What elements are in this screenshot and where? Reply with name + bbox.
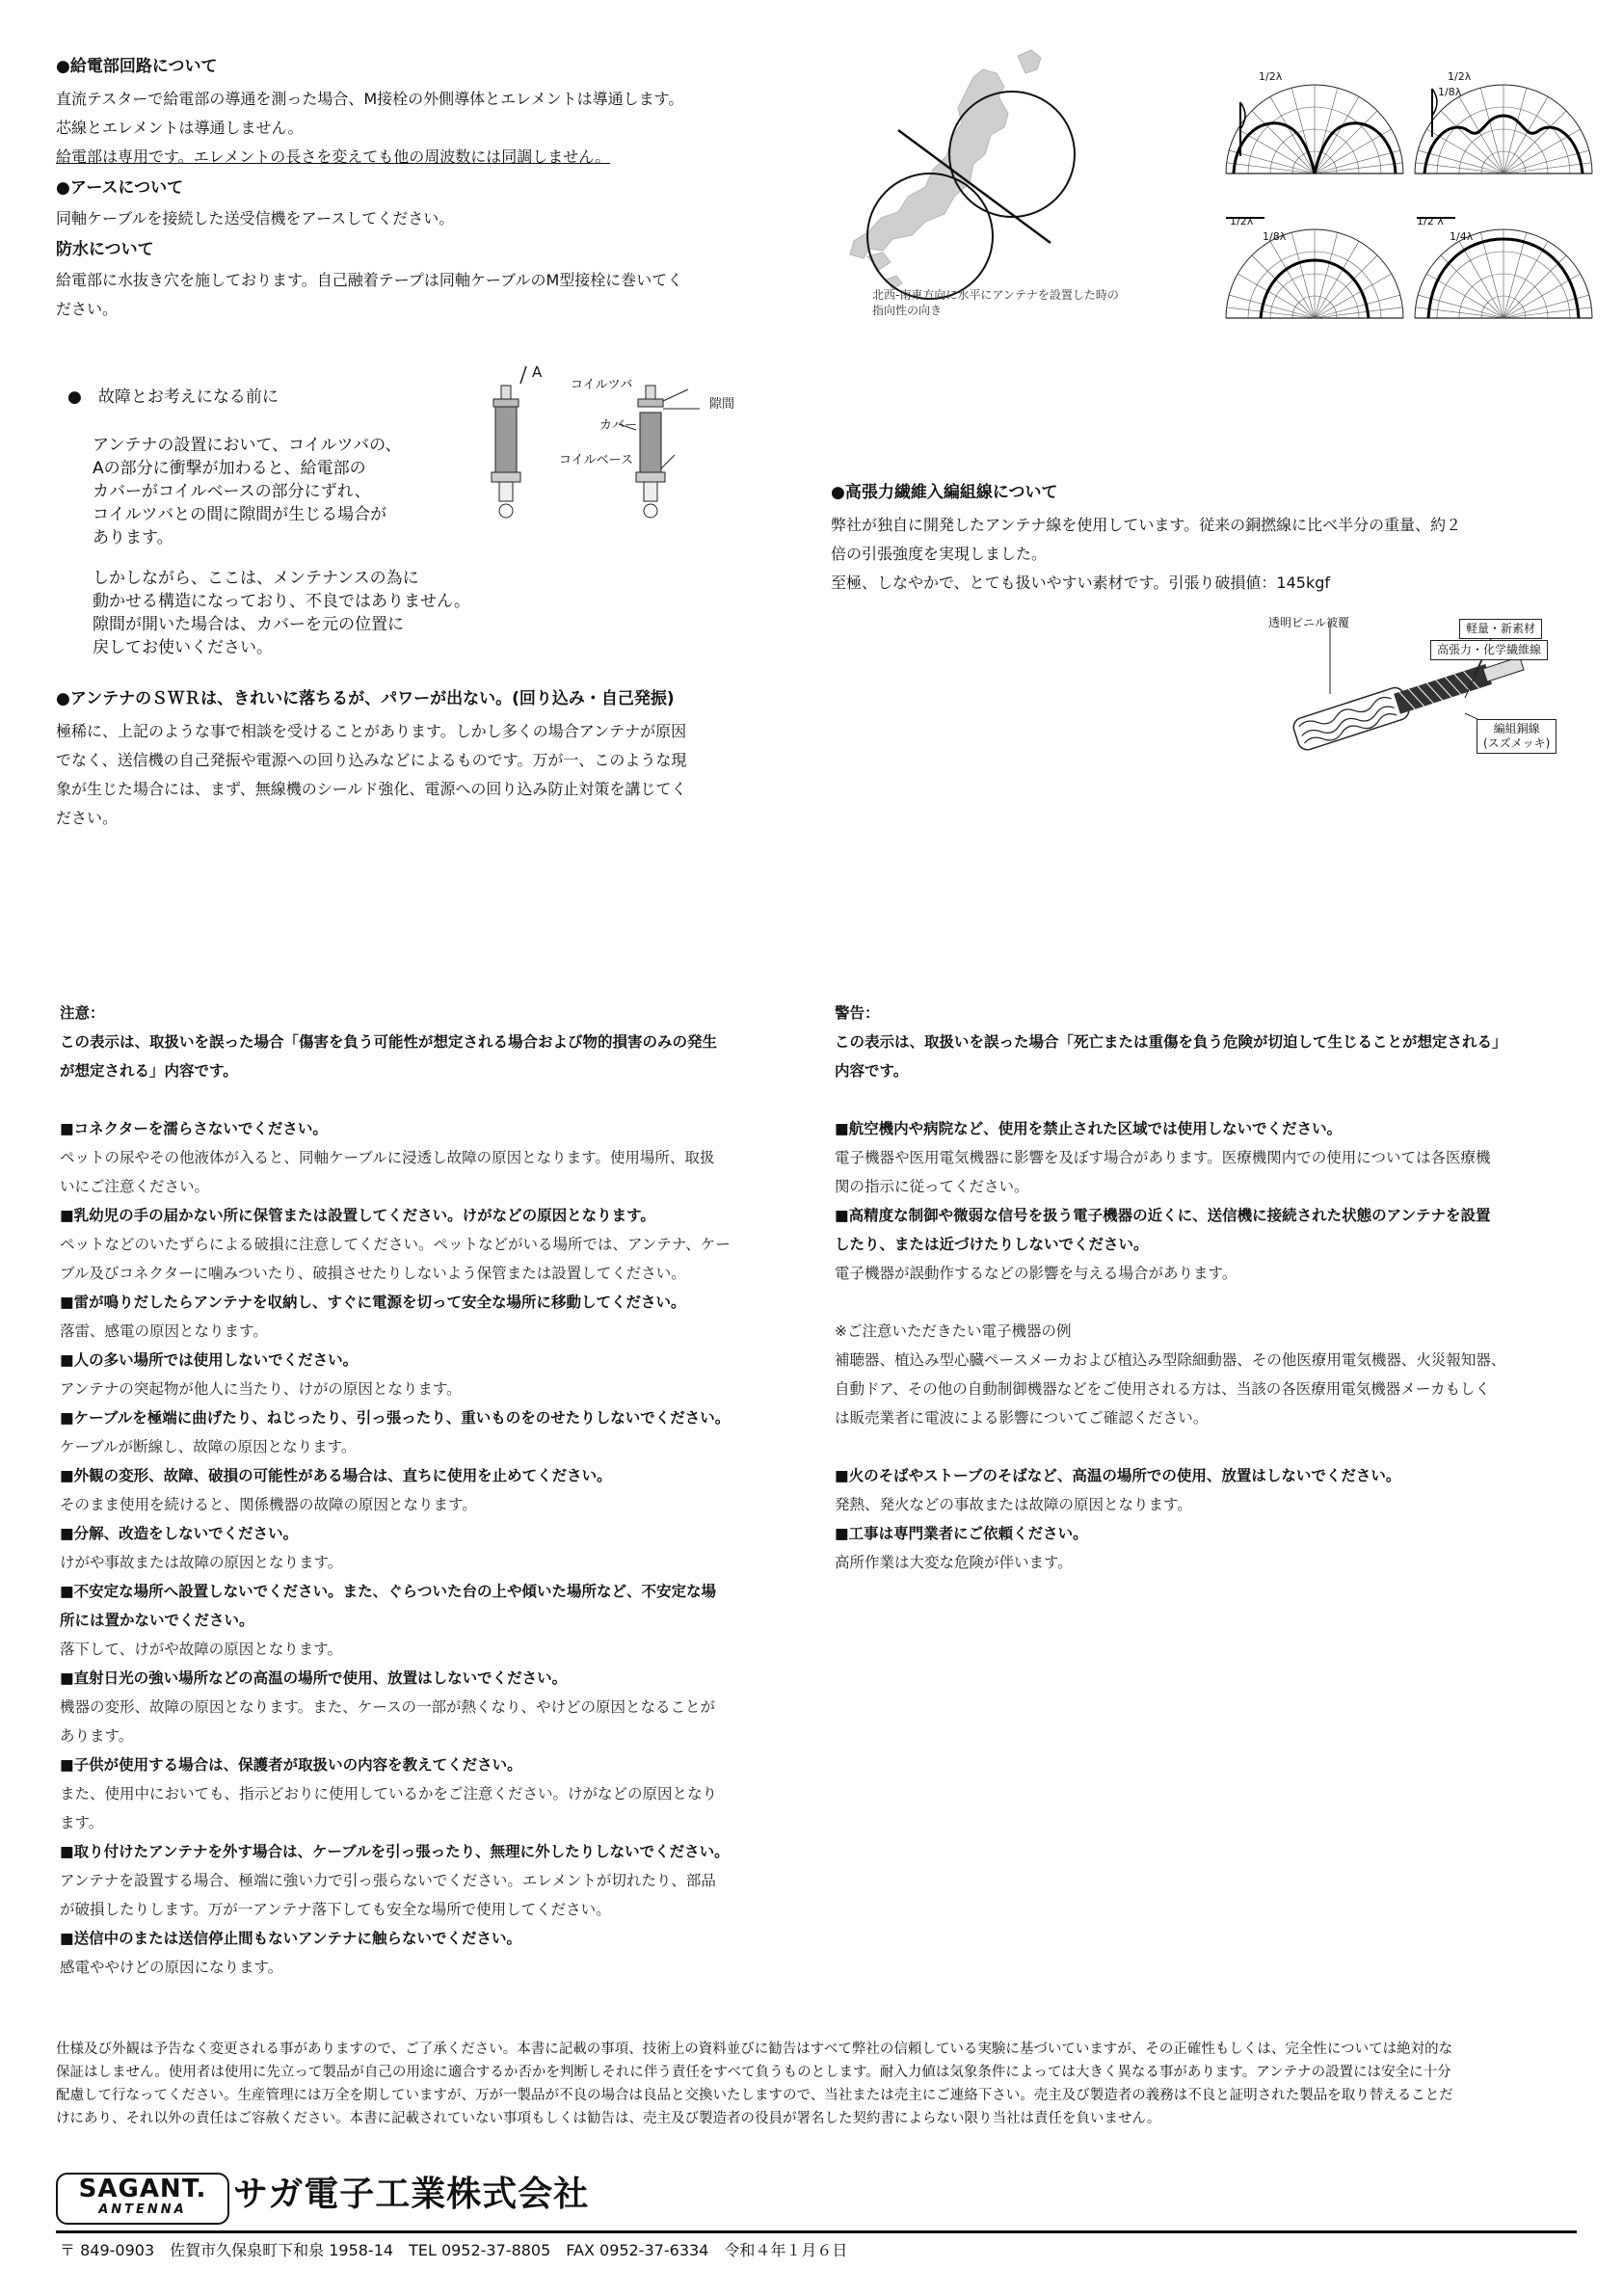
caution-item-heading: ■コネクターを濡らさないでください。 <box>60 1120 328 1137</box>
disclaimer-line: けにあり、それ以外の責任はご容赦ください。本書に記載されていない事項もしくは勧告は、売主及び製造者の役員が署名した契約書によらない限り当社は責任を負いません。 <box>56 2111 1161 2126</box>
caution-item-heading: ■人の多い場所では使用しないでください。 <box>60 1351 359 1369</box>
trouble-line-8: 隙間が開いた場合は、カバーを元の位置に <box>93 615 404 634</box>
waterproof-text-1: 給電部に水抜き穴を施しております。自己融着テープは同軸ケーブルのM型接栓に巻いてく <box>56 271 683 289</box>
logo-bottom-text: ANTENNA <box>98 2203 187 2217</box>
feed-text-3: 給電部は専用です。エレメントの長さを変えても他の周波数には同調しません。 <box>56 147 611 166</box>
earth-text: 同軸ケーブルを接続した送受信機をアースしてください。 <box>56 209 455 227</box>
disclaimer-line: 保証はしません。使用者は使用に先立って製品が自己の用途に適合するか否かを判断しそれに伴う責任をすべて負うものとします。耐入力値は気象条件によっては大きく異なる事があります。アンテナの設置には安全に十分 <box>56 2065 1451 2080</box>
wire-text-3: 至極、しなやかで、とても扱いやすい素材です。引張り破損値：145kgf <box>831 574 1330 592</box>
caution-section <box>60 999 821 1982</box>
trouble-title: ● 故障とお考えになる前に <box>67 387 279 407</box>
fig-label-cover: カバー <box>599 418 638 433</box>
swr-section <box>56 686 817 833</box>
disclaimer-line: 仕様及び外観は予告なく変更される事がありますので、ご了承ください。本書に記載の事項、技術上の資料並びに勧告はすべて弊社の信頼している実験に基づいていますが、その正確性もしくは、完全性については絶対的な <box>56 2042 1453 2057</box>
map-caption-line-1: 北西-南東方向に水平にアンテナを設置した時の <box>872 288 1119 302</box>
feed-text-1: 直流テスターで給電部の導通を測った場合、M接栓の外側導体とエレメントは導通します。 <box>56 90 684 108</box>
fig-label-a: A <box>532 363 543 381</box>
warning-item-text: 電子機器や医用電気機器に影響を及ぼす場合があります。医療機関内での使用については各医療機 <box>835 1149 1491 1166</box>
warning-item-heading: ■高精度な制御や微弱な信号を扱う電子機器の近くに、送信機に接続された状態のアンテナを設置 <box>835 1207 1491 1224</box>
warning-item-heading: ■工事は専門業者にご依頼ください。 <box>835 1525 1088 1542</box>
caution-item-heading: ■外観の変形、故障、破損の可能性がある場合は、直ちに使用を止めてください。 <box>60 1467 612 1484</box>
logo-top-text: SAGANT. <box>78 2175 207 2203</box>
warning-item-heading: したり、または近づけたりしないでください。 <box>835 1236 1149 1253</box>
footer-divider <box>56 2230 1577 2233</box>
warning-note-text: は販売業者に電波による影響についてご確認ください。 <box>835 1409 1209 1427</box>
feed-title: ●給電部回路について <box>56 57 218 76</box>
disclaimer-line: 配慮して行なってください。生産管理には万全を期していますが、万が一製品が不良の場合は良品と交換いたしますので、当社または売主にご連絡下さい。売主及び製造者の義務は不良と証明された製品を取り替えることだ <box>56 2088 1453 2103</box>
caution-item-text: そのまま使用を続けると、関係機器の故障の原因となります。 <box>60 1496 477 1513</box>
caution-item-heading: ■雷が鳴りだしたらアンテナを収納し、すぐに電源を切って安全な場所に移動してください。 <box>60 1294 686 1311</box>
caution-item-text: 機器の変形、故障の原因となります。また、ケースの一部が熱くなり、やけどの原因となることが <box>60 1698 715 1716</box>
pattern-2-label-b: 1/8λ <box>1438 86 1462 98</box>
trouble-section <box>67 386 470 659</box>
caution-item-text: ペットの尿やその他液体が入ると、同軸ケーブルに浸透し故障の原因となります。使用場所、取扱 <box>60 1149 715 1166</box>
wire-text-1: 弊社が独自に開発したアンテナ線を使用しています。従来の銅撚線に比べ半分の重量、約２ <box>831 516 1462 534</box>
feed-section <box>56 54 808 324</box>
swr-text-3: 象が生じた場合には、まず、無線機のシールド強化、電源への回り込み防止対策を講じてく <box>56 780 687 798</box>
trouble-line-5: あります。 <box>93 528 173 547</box>
fig-label-coil-tsuba: コイルツバ <box>571 378 633 392</box>
fig-label-gap: 隙間 <box>709 397 735 412</box>
caution-item-heading: ■送信中のまたは送信停止間もないアンテナに触らないでください。 <box>60 1930 522 1947</box>
warning-item-heading: ■航空機内や病院など、使用を禁止された区域では使用しないでください。 <box>835 1120 1343 1137</box>
caution-item-heading: ■不安定な場所へ設置しないでください。また、ぐらついた台の上や傾いた場所など、不安定な場 <box>60 1583 716 1600</box>
caution-item-text: アンテナを設置する場合、極端に強い力で引っ張らないでください。エレメントが切れたり、部品 <box>60 1872 716 1889</box>
trouble-line-7: 動かせる構造になっており、不良ではありません。 <box>93 592 471 611</box>
caution-item-text: 落雷、感電の原因となります。 <box>60 1322 268 1340</box>
caution-item-text: ます。 <box>60 1814 104 1831</box>
fig-label-coil-base: コイルベース <box>559 453 633 467</box>
trouble-line-2: Aの部分に衝撃が加わると、給電部の <box>93 459 366 478</box>
warning-intro-2: 内容です。 <box>835 1062 909 1080</box>
caution-item-heading: 所には置かないでください。 <box>60 1612 254 1629</box>
waterproof-text-2: ださい。 <box>56 300 119 318</box>
swr-title: ●アンテナのＳＷＲは、きれいに落ちるが、パワーが出ない。(回り込み・自己発振) <box>56 689 675 708</box>
caution-intro-2: が想定される」内容です。 <box>60 1062 238 1080</box>
caution-item-heading: ■ケーブルを極端に曲げたり、ねじったり、引っ張ったり、重いものをのせたりしないでください。 <box>60 1409 731 1427</box>
caution-item-heading: ■分解、改造をしないでください。 <box>60 1525 299 1542</box>
pattern-3-label-b: 1/8λ <box>1263 230 1287 243</box>
map-caption <box>872 287 1119 318</box>
caution-item-text: また、使用中においても、指示どおりに使用しているかをご注意ください。けがなどの原因となり <box>60 1785 718 1802</box>
caution-item-text: 落下して、けがや故障の原因となります。 <box>60 1641 342 1658</box>
wire-text-2: 倍の引張強度を実現しました。 <box>831 545 1048 563</box>
warning-note-text: 自動ドア、その他の自動制御機器などをご使用される方は、当該の各医療用電気機器メーカもしく <box>835 1380 1490 1398</box>
warning-item-text: 高所作業は大変な危険が伴います。 <box>835 1554 1073 1571</box>
caution-items <box>60 1114 821 1982</box>
caution-item-text: ケーブルが断線し、故障の原因となります。 <box>60 1438 357 1455</box>
waterproof-title: 防水について <box>56 240 154 259</box>
company-name: サガ電子工業株式会社 <box>233 2175 590 2214</box>
radiation-patterns <box>1224 48 1600 328</box>
warning-item-text: 関の指示に従ってください。 <box>835 1178 1029 1195</box>
caution-item-text: 感電ややけどの原因になります。 <box>60 1959 283 1976</box>
caution-title: 注意： <box>60 1004 105 1022</box>
warning-item-text: 発熱、発火などの事故または故障の原因となります。 <box>835 1496 1192 1513</box>
sagant-logo <box>56 2173 229 2225</box>
warning-title: 警告： <box>835 1004 880 1022</box>
disclaimer <box>56 2038 1588 2130</box>
wire-label-braid-1: 編組銅線 <box>1493 722 1540 735</box>
caution-item-text: ペットなどのいたずらによる破損に注意してください。ペットなどがいる場所では、アンテナ、ケー <box>60 1236 731 1253</box>
warning-item-heading: ■火のそばやストーブのそばなど、高温の場所での使用、放置はしないでください。 <box>835 1467 1401 1484</box>
trouble-line-1: アンテナの設置において、コイルツバの、 <box>93 436 402 455</box>
pattern-2-label-a: 1/2λ <box>1448 70 1472 83</box>
caution-item-heading: ■乳幼児の手の届かない所に保管または設置してください。けがなどの原因となります。 <box>60 1207 655 1224</box>
caution-item-heading: ■子供が使用する場合は、保護者が取扱いの内容を教えてください。 <box>60 1756 522 1774</box>
swr-text-1: 極稀に、上記のような事で相談を受けることがあります。しかし多くの場合アンテナが原因 <box>56 722 687 740</box>
wire-title: ●高張力繊維入編組線について <box>831 483 1058 502</box>
caution-intro-1: この表示は、取扱いを誤った場合「傷害を負う可能性が想定される場合および物的損害のみの発生 <box>60 1033 718 1051</box>
caution-item-text: アンテナの突起物が他人に当たり、けがの原因となります。 <box>60 1380 462 1398</box>
warning-intro-1: この表示は、取扱いを誤った場合「死亡または重傷を負う危険が切迫して生じることが想定される」 <box>835 1033 1507 1051</box>
wire-label-braid-2: (スズメッキ) <box>1483 736 1551 750</box>
pattern-1-label: 1/2λ <box>1259 70 1283 83</box>
japan-map-figure <box>829 39 1118 328</box>
caution-item-text: が破損したりします。万が一アンテナ落下しても安全な場所で使用してください。 <box>60 1901 611 1918</box>
swr-text-2: でなく、送信機の自己発振や電源への回り込みなどによるものです。万が一、このような現 <box>56 751 687 769</box>
caution-item-text: けがや事故または故障の原因となります。 <box>60 1554 343 1571</box>
warning-note-text: 補聴器、植込み型心臓ペースメーカおよび植込み型除細動器、その他医療用電気機器、火災報知器、 <box>835 1351 1506 1369</box>
wire-label-vinyl: 透明ビニル被覆 <box>1268 616 1350 629</box>
map-caption-line-2: 指向性の向き <box>872 304 943 317</box>
caution-item-heading: ■取り付けたアンテナを外す場合は、ケーブルを引っ張ったり、無理に外したりしないでください。 <box>60 1843 730 1860</box>
warning-section <box>835 999 1596 1577</box>
trouble-line-3: カバーがコイルベースの部分にずれ、 <box>93 482 371 501</box>
feed-text-2: 芯線とエレメントは導通しません。 <box>56 119 304 137</box>
caution-item-heading: ■直射日光の強い場所などの高温の場所で使用、放置はしないでください。 <box>60 1669 568 1687</box>
earth-title: ●アースについて <box>56 178 184 198</box>
warning-item-text: 電子機器が誤動作するなどの影響を与える場合があります。 <box>835 1265 1237 1282</box>
trouble-line-9: 戻してお使いください。 <box>93 638 273 657</box>
swr-text-4: ださい。 <box>56 809 119 827</box>
wire-label-braid <box>1477 719 1556 754</box>
trouble-line-4: コイルツバとの間に隙間が生じる場合が <box>93 505 387 524</box>
warning-note-title: ※ご注意いただきたい電子機器の例 <box>835 1322 1072 1340</box>
trouble-line-6: しかしながら、ここは、メンテナンスの為に <box>93 569 419 588</box>
wire-label-light: 軽量・新素材 <box>1459 619 1542 639</box>
wire-label-fiber: 高張力・化学繊維線 <box>1430 640 1548 660</box>
pattern-4-label-a: 1/2 λ <box>1417 215 1444 227</box>
caution-item-text: ブル及びコネクターに噛みついたり、破損させたりしないよう保管または設置してください。 <box>60 1265 686 1282</box>
company-address: 〒 849-0903 佐賀市久保泉町下和泉 1958-14 TEL 0952-37-8805 FAX 0952-37-6334 令和４年１月６日 <box>60 2241 848 2259</box>
caution-item-text: あります。 <box>60 1727 134 1745</box>
pattern-4-label-b: 1/4λ <box>1450 230 1474 243</box>
pattern-3-label-a: 1/2λ <box>1230 215 1254 227</box>
wire-section <box>831 480 1592 598</box>
caution-item-text: いにご注意ください。 <box>60 1178 210 1195</box>
